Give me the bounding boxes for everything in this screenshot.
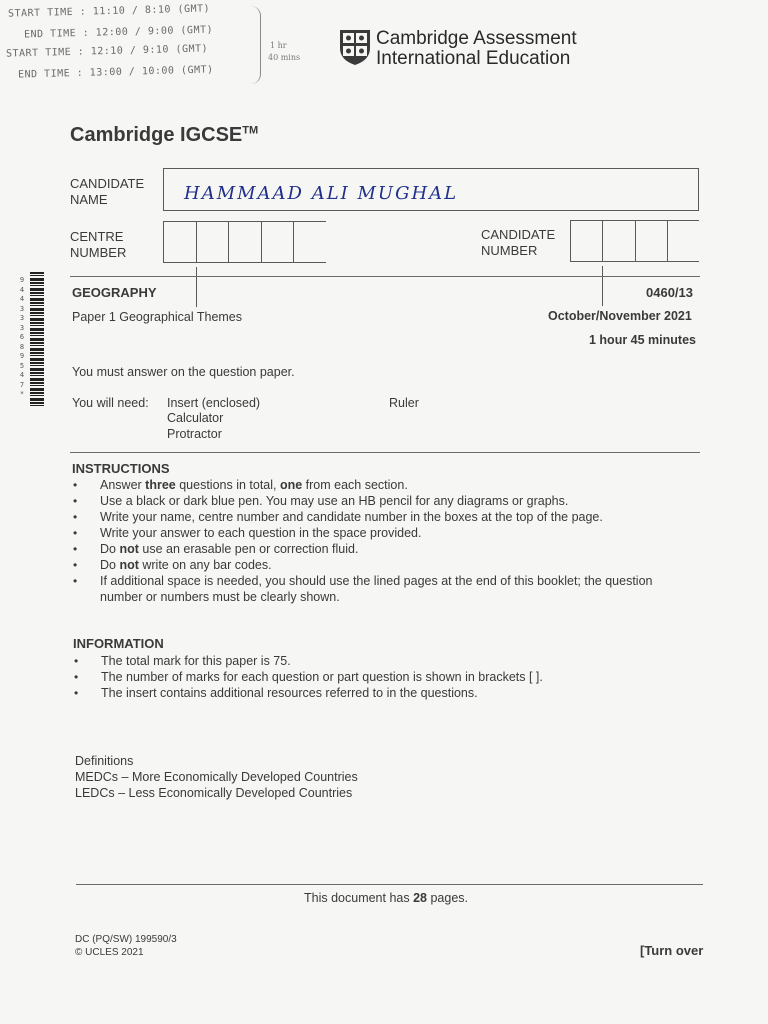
candidate-number-label-2: NUMBER (481, 243, 538, 258)
candidate-number-label (481, 227, 555, 259)
candidate-name-label (70, 176, 144, 208)
divider-top (70, 276, 700, 277)
logo-line-1: Cambridge Assessment (376, 28, 577, 49)
centre-number-label-2: NUMBER (70, 245, 127, 260)
divider-instructions (70, 452, 700, 453)
instruction-item: • Write your name, centre number and candidate number in the boxes at the top of the page. (73, 509, 683, 525)
information-heading: INFORMATION (73, 636, 164, 651)
paper-title: Paper 1 Geographical Themes (72, 310, 243, 324)
need-item: Insert (enclosed) (167, 396, 261, 410)
definition-item: LEDCs – Less Economically Developed Countries (75, 786, 353, 800)
divider-footer (76, 884, 703, 885)
turn-over: [Turn over (640, 943, 704, 958)
centre-digit-box[interactable] (164, 267, 197, 307)
subject: GEOGRAPHY (72, 285, 157, 300)
candidate-digit-box[interactable] (603, 221, 635, 261)
need-item: Calculator (167, 411, 224, 425)
centre-digit-box[interactable] (262, 222, 295, 262)
instruction-item: • Do not write on any bar codes. (73, 557, 683, 573)
handwritten-start-time-1: START TIME : 11:10 / 8:10 (GMT) (7, 3, 211, 20)
information-item: • The number of marks for each question or part question is shown in brackets [ ]. (74, 669, 684, 685)
exam-duration: 1 hour 45 minutes (589, 333, 696, 347)
handwritten-brace (250, 6, 261, 84)
handwritten-end-time-2: END TIME : 13:00 / 10:00 (GMT) (17, 64, 214, 81)
candidate-name-label-1: CANDIDATE (70, 176, 145, 191)
logo-line-2: International Education (376, 48, 571, 69)
centre-digit-box[interactable] (164, 222, 197, 262)
centre-digit-box[interactable] (229, 222, 262, 262)
information-list (74, 653, 684, 701)
candidate-name-label-2: NAME (70, 192, 108, 207)
barcode (30, 272, 44, 406)
instructions-heading: INSTRUCTIONS (72, 461, 170, 476)
cambridge-shield-icon (338, 28, 372, 71)
barcode-digits: 9 4 4 3 3 3 6 8 9 5 4 7 * (19, 276, 25, 398)
instructions-list (73, 477, 683, 605)
handwritten-end-time-1: END TIME : 12:00 / 9:00 (GMT) (23, 24, 214, 41)
copyright: © UCLES 2021 (75, 947, 144, 958)
instruction-item: • Write your answer to each question in the space provided. (73, 525, 683, 541)
centre-number-field[interactable] (163, 221, 326, 263)
page-title (70, 124, 258, 147)
instruction-item: • If additional space is needed, you should use the lined pages at the end of this booklet; the question number or numbers must be clearly shown. (73, 573, 683, 605)
need-label: You will need: (72, 396, 149, 410)
information-item: • The total mark for this paper is 75. (74, 653, 684, 669)
need-item: Protractor (167, 427, 222, 441)
trademark: TM (242, 124, 259, 137)
handwritten-note-hr: 1 hr (270, 41, 287, 50)
candidate-digit-box[interactable] (571, 221, 603, 261)
candidate-digit-box[interactable] (636, 221, 668, 261)
need-item-ruler: Ruler (389, 396, 419, 410)
candidate-digit-box[interactable] (571, 266, 603, 306)
instruction-item: • Use a black or dark blue pen. You may use an HB pencil for any diagrams or graphs. (73, 493, 683, 509)
centre-digit-box[interactable] (197, 222, 230, 262)
handwritten-note-mins: 40 mins (268, 53, 301, 62)
centre-number-label (70, 229, 126, 261)
paper-code: 0460/13 (646, 285, 693, 300)
centre-number-label-1: CENTRE (70, 229, 124, 244)
must-answer-note: You must answer on the question paper. (72, 365, 295, 379)
information-item: • The insert contains additional resources referred to in the questions. (74, 685, 684, 701)
instruction-item: • Answer three questions in total, one from each section. (73, 477, 683, 493)
candidate-number-label-1: CANDIDATE (481, 227, 556, 242)
candidate-name-field[interactable] (163, 168, 699, 211)
document-reference: DC (PQ/SW) 199590/3 (75, 934, 177, 945)
candidate-name-value: HAMMAAD ALI MUGHAL (184, 183, 459, 204)
candidate-number-field[interactable] (570, 220, 699, 262)
definitions-heading: Definitions (75, 754, 134, 768)
exam-session: October/November 2021 (548, 309, 692, 323)
definition-item: MEDCs – More Economically Developed Countries (75, 770, 358, 784)
page-count-number: 28 (413, 891, 427, 905)
instruction-item: • Do not use an erasable pen or correction fluid. (73, 541, 683, 557)
title-text: Cambridge IGCSE (70, 124, 243, 146)
handwritten-start-time-2: START TIME : 12:10 / 9:10 (GMT) (5, 43, 209, 60)
page-count: This document has 28 pages. (304, 891, 469, 905)
